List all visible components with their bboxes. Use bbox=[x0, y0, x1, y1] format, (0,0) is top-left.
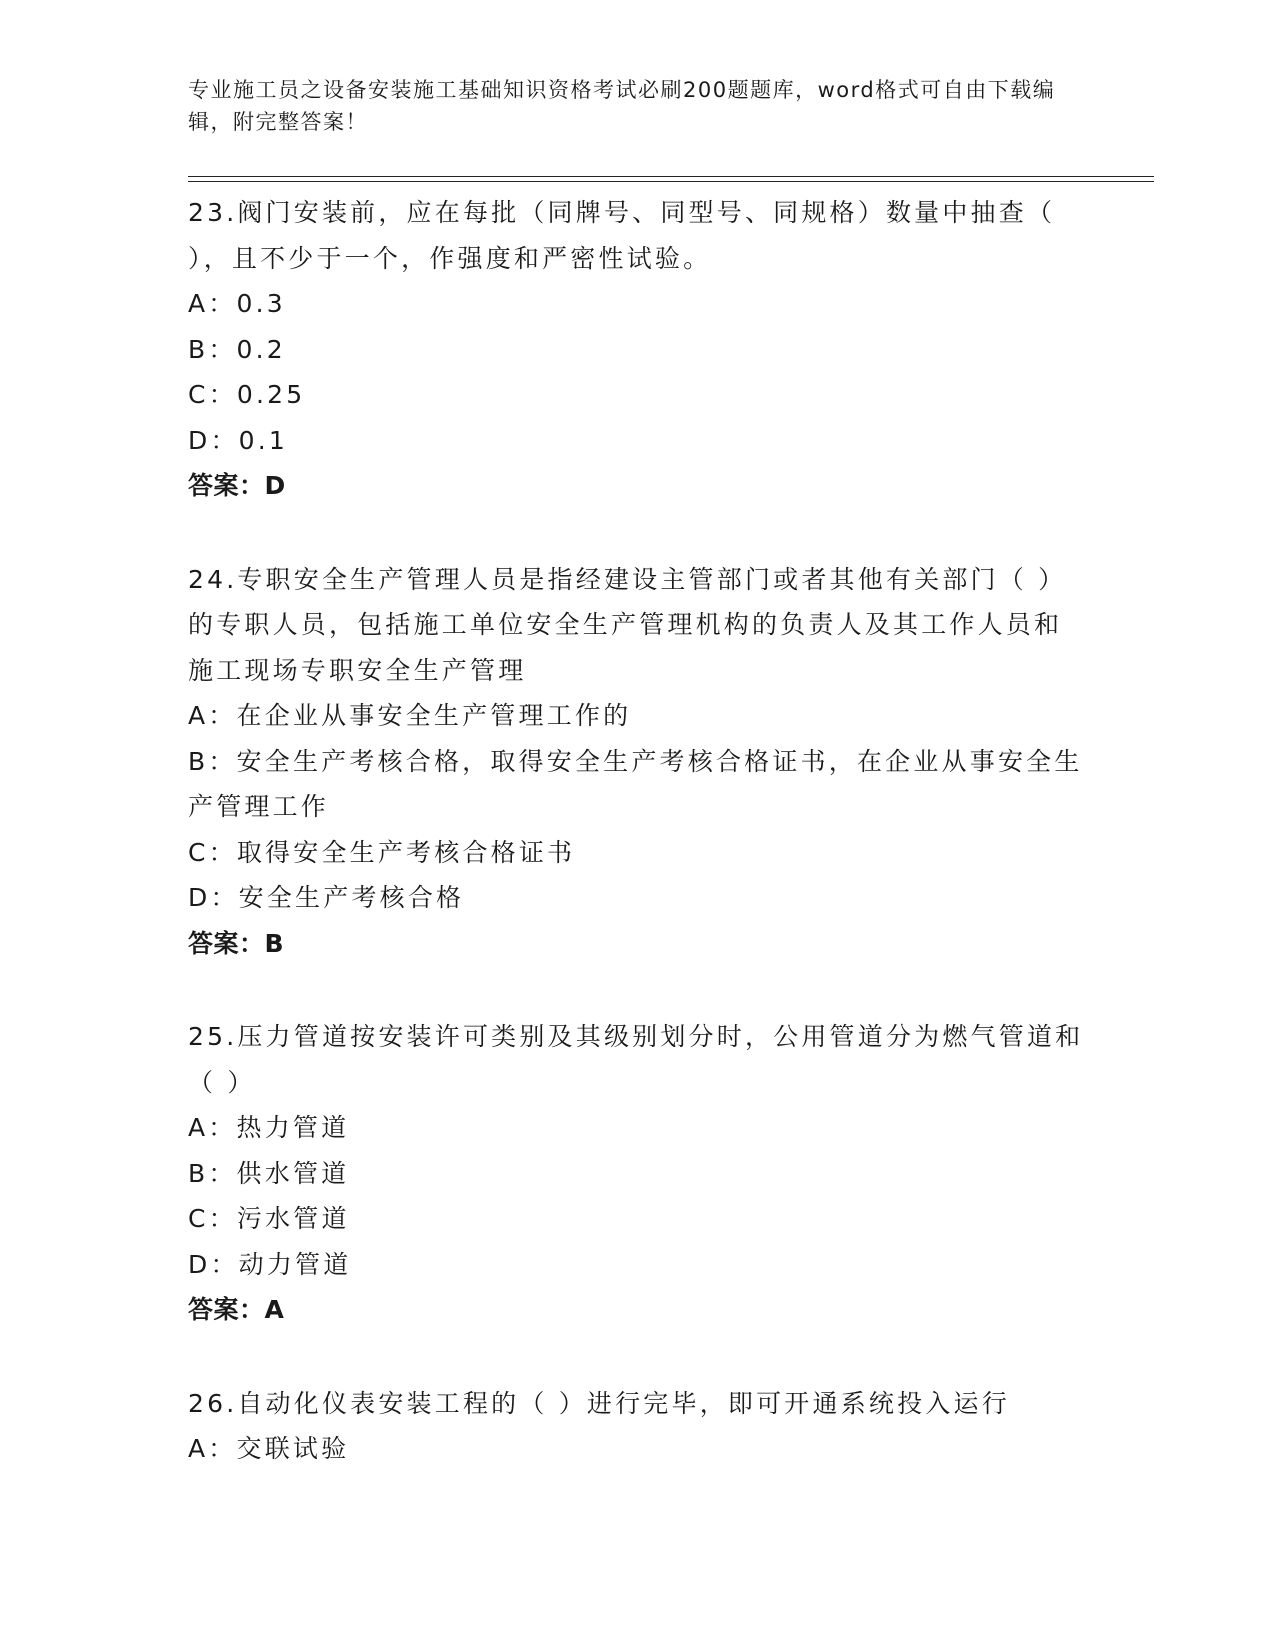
question-stem: 23.阀门安装前，应在每批（同牌号、同型号、同规格）数量中抽查（ ），且不少于一个，作强度和严密性试验。 bbox=[188, 198, 1056, 273]
answer-line bbox=[188, 463, 1088, 509]
answer-line bbox=[188, 1287, 1088, 1333]
question-list bbox=[188, 190, 1088, 1520]
question-23 bbox=[188, 190, 1088, 509]
answer-value: A bbox=[264, 1295, 285, 1324]
question-25 bbox=[188, 1014, 1088, 1333]
header-divider-bottom bbox=[188, 181, 1154, 182]
option-a: A：交联试验 bbox=[188, 1434, 350, 1463]
answer-value: D bbox=[264, 471, 286, 500]
option-c: C：0.25 bbox=[188, 380, 306, 409]
question-stem: 25.压力管道按安装许可类别及其级别划分时，公用管道分为燃气管道和（ ） bbox=[188, 1022, 1084, 1097]
option-b: B：安全生产考核合格，取得安全生产考核合格证书，在企业从事安全生产管理工作 bbox=[188, 746, 1083, 821]
answer-label: 答案： bbox=[188, 471, 265, 500]
option-c: C：取得安全生产考核合格证书 bbox=[188, 837, 576, 867]
option-a: A：在企业从事安全生产管理工作的 bbox=[188, 701, 632, 730]
header-divider-top bbox=[188, 176, 1154, 177]
answer-label: 答案： bbox=[188, 928, 265, 958]
answer-value: B bbox=[264, 928, 285, 958]
option-b: B：供水管道 bbox=[188, 1158, 350, 1188]
option-c: C：污水管道 bbox=[188, 1204, 350, 1233]
question-stem: 24.专职安全生产管理人员是指经建设主管部门或者其他有关部门（ ）的专职人员，包括施工单位安全生产管理机构的负责人及其工作人员和施工现场专职安全生产管理 bbox=[188, 564, 1067, 685]
question-24 bbox=[188, 557, 1088, 967]
option-a: A：0.3 bbox=[188, 289, 286, 318]
option-d: D：0.1 bbox=[188, 425, 289, 455]
option-a: A：热力管道 bbox=[188, 1113, 350, 1142]
answer-line bbox=[188, 921, 1088, 967]
option-d: D：安全生产考核合格 bbox=[188, 883, 465, 912]
answer-label: 答案： bbox=[188, 1295, 265, 1324]
option-b: B：0.2 bbox=[188, 334, 286, 364]
question-stem: 26.自动化仪表安装工程的（ ）进行完毕，即可开通系统投入运行 bbox=[188, 1388, 1010, 1418]
option-d: D：动力管道 bbox=[188, 1249, 352, 1279]
question-26 bbox=[188, 1381, 1088, 1472]
document-header: 专业施工员之设备安装施工基础知识资格考试必刷200题题库，word格式可自由下载编辑，附完整答案！ bbox=[188, 78, 1056, 134]
